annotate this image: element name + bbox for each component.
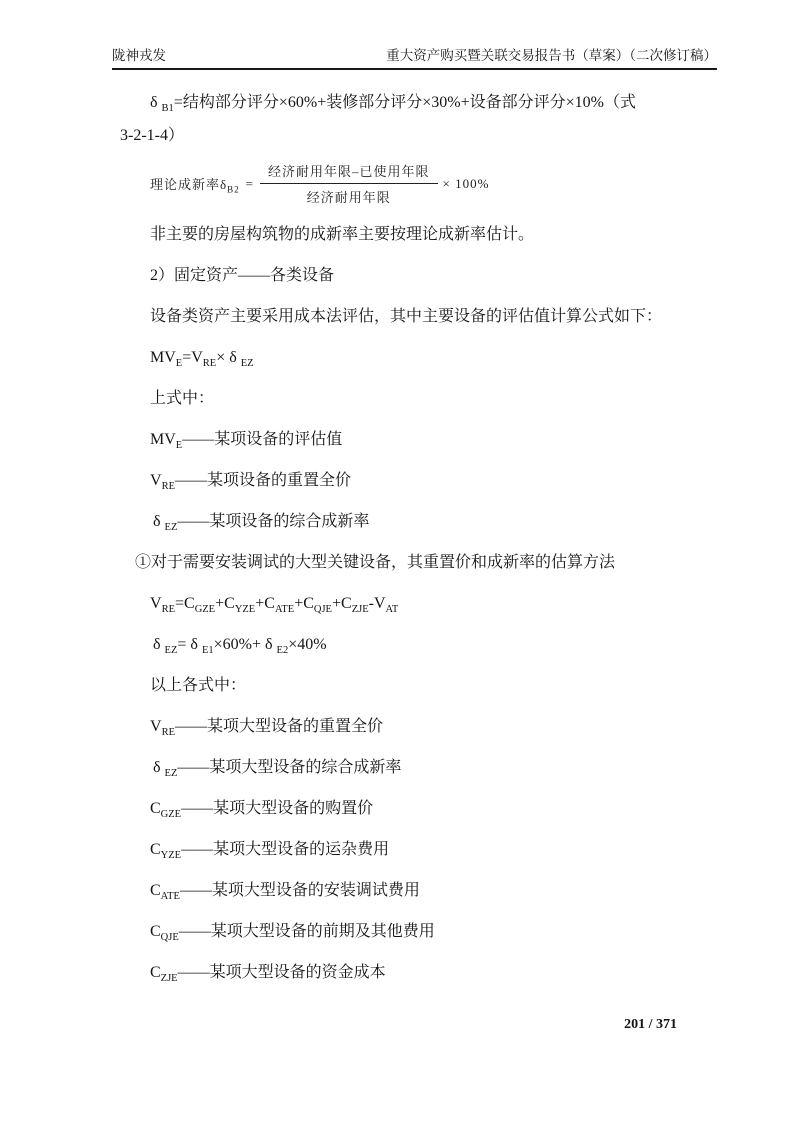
subscript: GZE — [194, 604, 216, 616]
subscript: E — [175, 440, 183, 452]
subscript: E1 — [201, 645, 214, 657]
document-body — [120, 86, 730, 997]
body-lines-after-formula — [120, 218, 730, 989]
body-line: $MV_E=V_{RE}\times \delta$ $_{EZ}$ — [150, 349, 254, 370]
subscript: ZJE — [351, 604, 369, 616]
body-lines-before-formula — [120, 86, 730, 152]
subscript: E2 — [276, 645, 289, 657]
formula-equals-sign: = — [245, 175, 254, 191]
formula-label: 理论成新率$\delta_{B2}$ — [150, 177, 240, 195]
formula-fraction — [260, 161, 438, 206]
body-line: $V_{RE}=C_{GZE}+C_{YZE}+C_{ATE}+C_{QJE}+C_{ZJE}-V_{AT}$ — [150, 595, 399, 616]
body-line: 2）固定资产——各类设备 — [150, 267, 335, 284]
formula-numerator: 经济耐用年限–已使用年限 — [260, 161, 438, 184]
subscript: EZ — [164, 522, 178, 534]
subscript: B1 — [161, 103, 174, 115]
subscript: EZ — [240, 358, 254, 370]
body-line: δ $_{EZ}$——某项设备的综合成新率 — [153, 513, 370, 534]
body-line: $C_{YZE}——$某项大型设备的运杂费用 — [150, 841, 390, 862]
subscript: QJE — [313, 604, 332, 616]
body-line: $C_{QJE}——$某项大型设备的前期及其他费用 — [150, 923, 435, 944]
body-line: ①对于需要安装调试的大型关键设备，其重置价和成新率的估算方法 — [135, 554, 616, 571]
body-line: $C_{GZE}——$某项大型设备的购置价 — [150, 800, 374, 821]
body-line: $C_{ZJE}——$某项大型设备的资金成本 — [150, 964, 386, 985]
formula-label-subscript: B2 — [227, 184, 240, 195]
body-line: 非主要的房屋构筑物的成新率主要按理论成新率估计。 — [150, 226, 535, 243]
body-line: 以上各式中： — [150, 677, 247, 694]
subscript: QJE — [160, 932, 179, 944]
page-header — [112, 47, 717, 70]
body-line: δ $_{EZ}$——某项大型设备的综合成新率 — [153, 759, 402, 780]
body-line: $C_{ATE}——$某项大型设备的安装调试费用 — [150, 882, 420, 903]
subscript: EZ — [164, 645, 178, 657]
subscript: ZJE — [160, 973, 178, 985]
body-line: $MV_E——$某项设备的评估值 — [150, 431, 343, 452]
body-line: 上式中： — [150, 390, 215, 407]
subscript: YZE — [234, 604, 256, 616]
body-line: $V_{RE}——$某项设备的重置全价 — [150, 472, 351, 493]
subscript: YZE — [160, 850, 182, 862]
subscript: ATE — [274, 604, 295, 616]
body-line: $V_{RE}——$某项大型设备的重置全价 — [150, 718, 383, 739]
header-report-title: 重大资产购买暨关联交易报告书（草案）（二次修订稿） — [386, 48, 717, 63]
body-line: δ $_{B1}$=结构部分评分×60%+装修部分评分×30%+设备部分评分×10%（式 — [150, 94, 636, 115]
body-line: 设备类资产主要采用成本法评估，其中主要设备的评估值计算公式如下： — [150, 308, 663, 325]
page-number: 201 / 371 — [624, 1017, 677, 1032]
subscript: EZ — [164, 768, 178, 780]
subscript: ATE — [160, 891, 180, 903]
subscript: RE — [161, 727, 175, 739]
subscript: GZE — [160, 809, 182, 821]
subscript: RE — [161, 604, 175, 616]
subscript: AT — [385, 604, 399, 616]
subscript: RE — [202, 358, 217, 370]
body-line: 3-2-1-4） — [120, 127, 184, 144]
formula-denominator: 经济耐用年限 — [306, 190, 391, 205]
theoretical-newness-rate-formula — [150, 161, 730, 206]
header-company-name: 陇神戎发 — [112, 48, 166, 63]
formula-multiplier: × 100% — [442, 175, 490, 191]
body-line: δ $_{EZ}$= δ $_{E1}$×60%+ δ $_{E2}$×40% — [153, 636, 327, 657]
subscript: E — [175, 358, 183, 370]
page-header-row — [112, 47, 717, 70]
subscript: RE — [161, 481, 175, 493]
